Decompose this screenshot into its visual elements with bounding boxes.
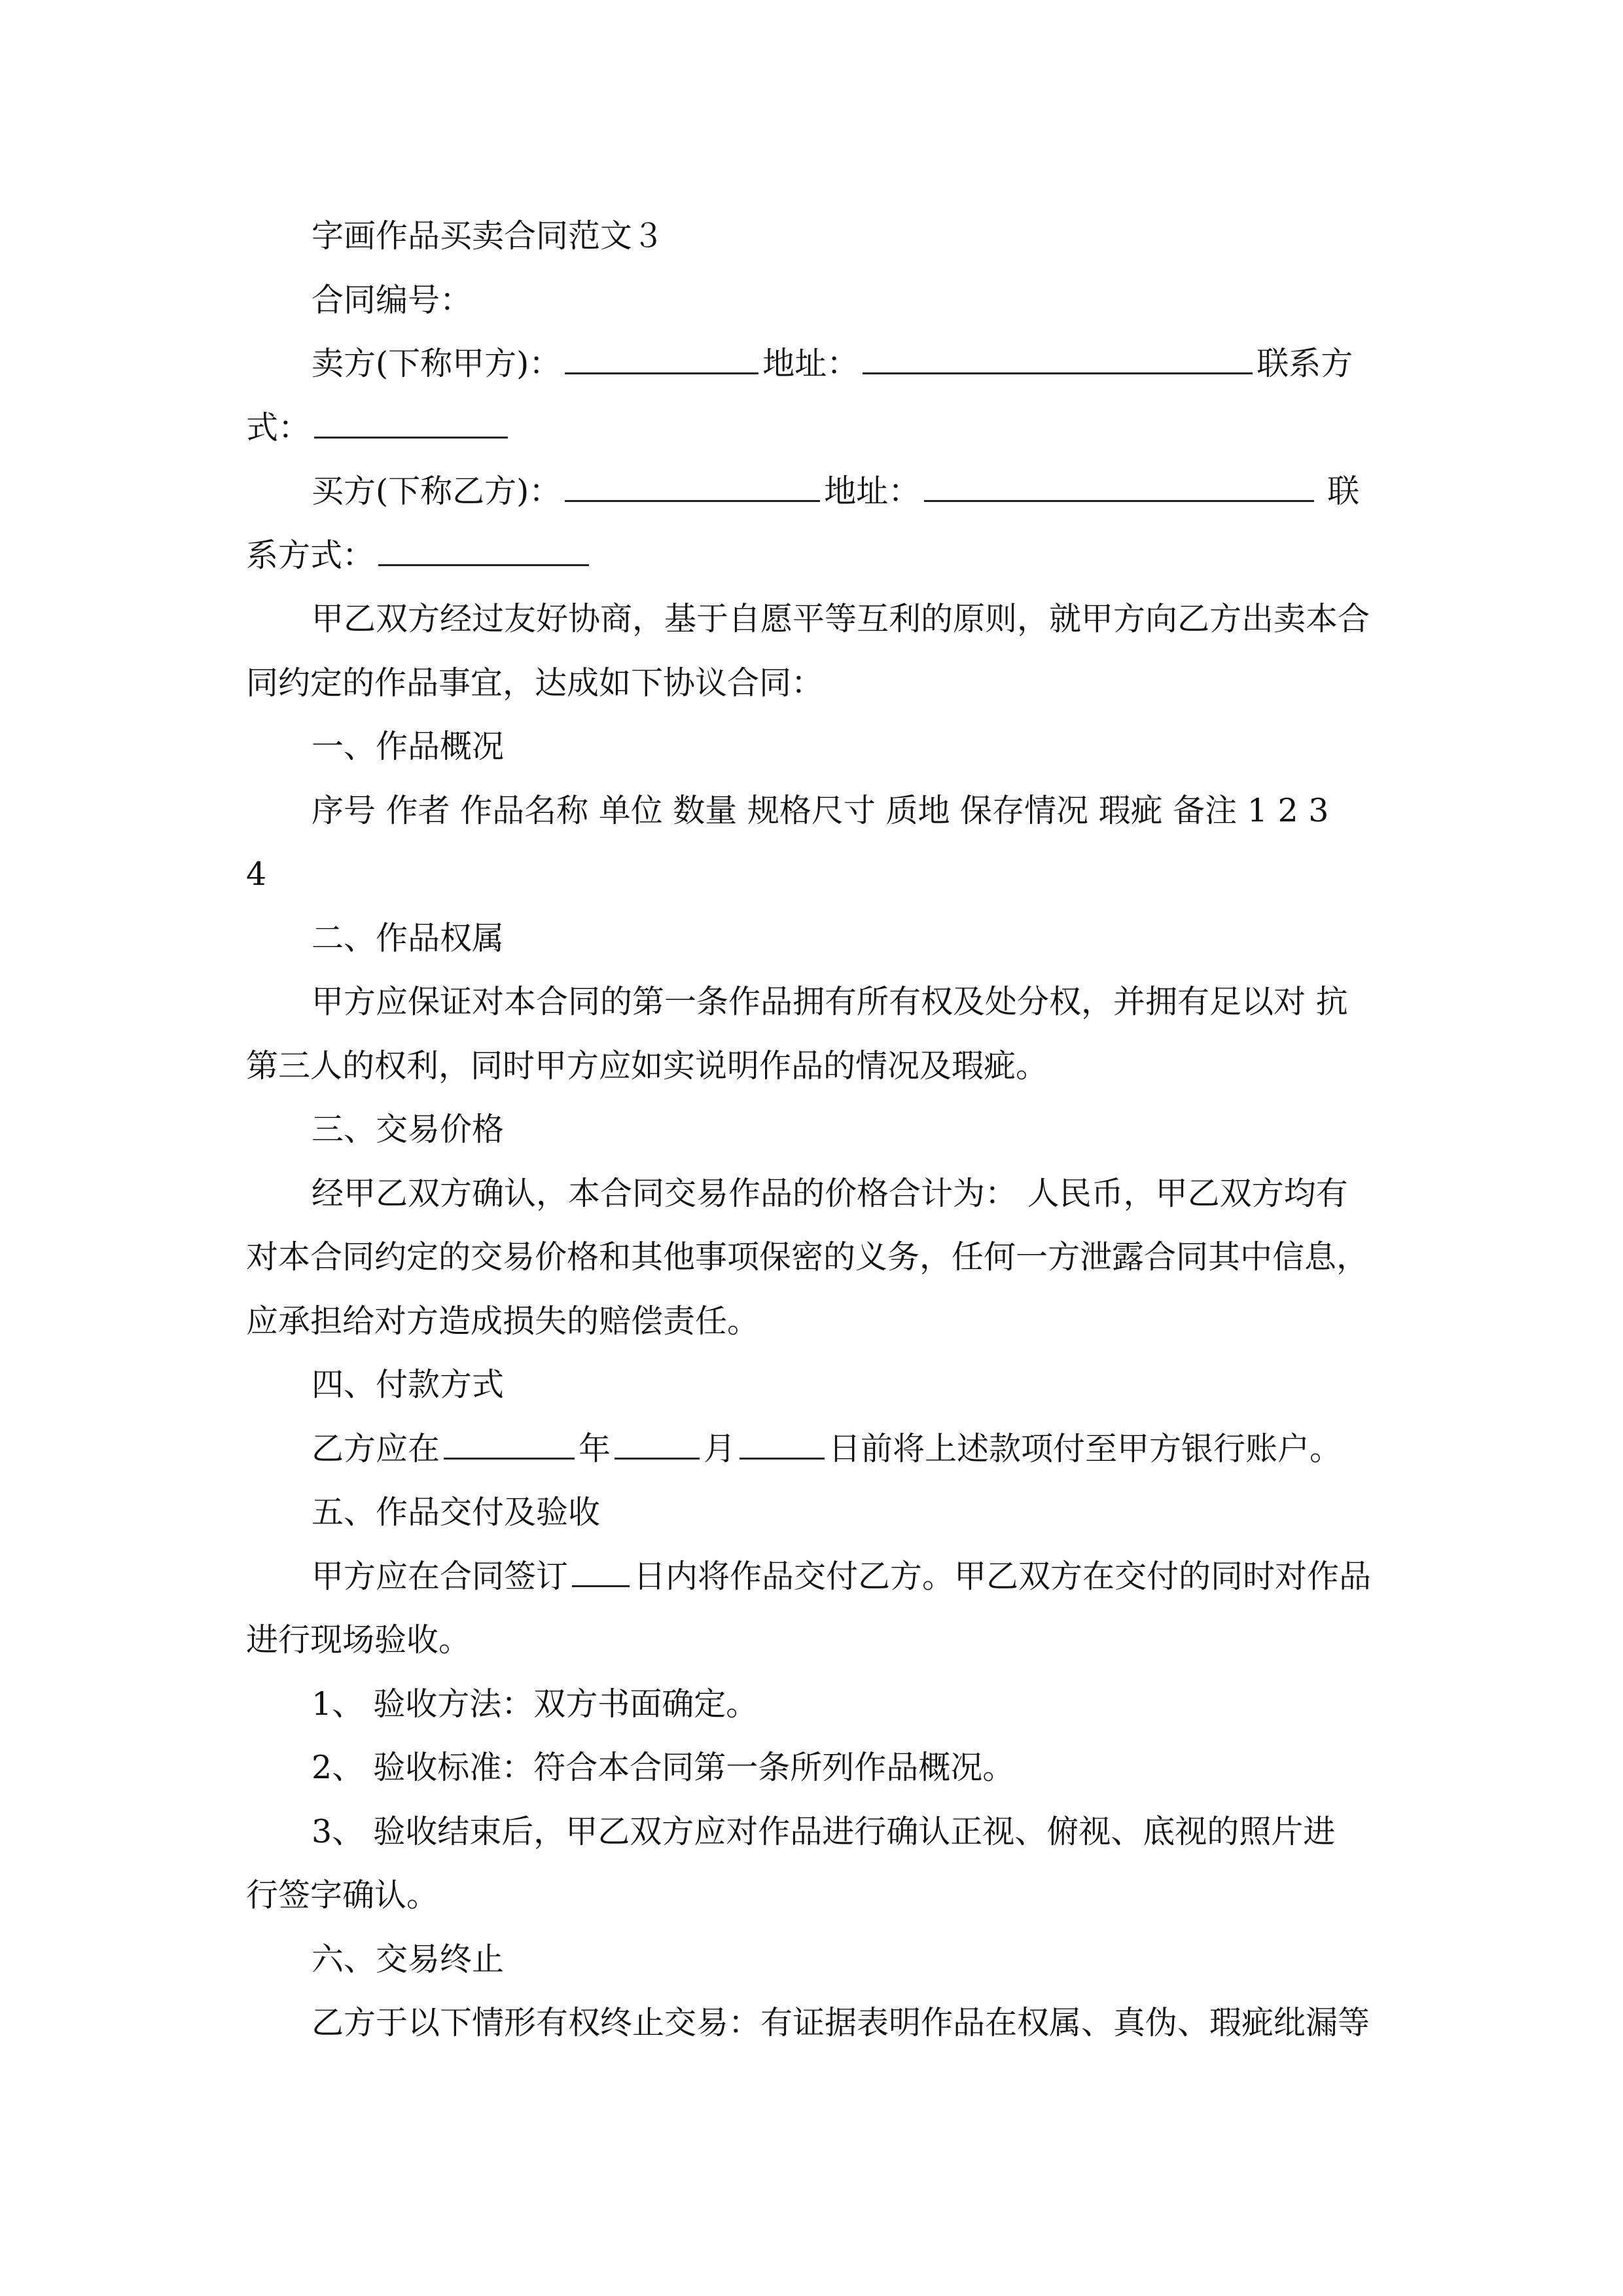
- seller-label: 卖方(下称甲方)：: [312, 345, 562, 382]
- document-title: 字画作品买卖合同范文３: [312, 217, 665, 255]
- buyer-contact-line: [246, 524, 1378, 588]
- section-4-heading: 四、付款方式: [312, 1366, 505, 1403]
- acceptance-item-3: [246, 1800, 1378, 1864]
- delivery-line-1: [246, 1545, 1378, 1609]
- acceptance-item-1: [246, 1672, 1378, 1736]
- delivery-prefix: 甲方应在合同签订: [312, 1557, 569, 1595]
- seller-contact-line: [246, 396, 1378, 460]
- payment-month-field[interactable]: [615, 1431, 700, 1460]
- section-3-line-2: 对本合同约定的交易价格和其他事项保密的义务，任何一方泄露合同其中信息，: [246, 1238, 1369, 1276]
- delivery-line-2: 进行现场验收。: [246, 1621, 471, 1659]
- acceptance-item-num: 2、: [312, 1749, 365, 1786]
- month-label: 月: [704, 1429, 736, 1467]
- buyer-contact-label-cont: 系方式：: [246, 536, 375, 574]
- buyer-address-label: 地址：: [824, 473, 921, 510]
- seller-contact-label: 联系方: [1257, 345, 1353, 382]
- payment-prefix: 乙方应在: [312, 1429, 440, 1467]
- buyer-contact-field[interactable]: [378, 538, 589, 566]
- seller-name-field[interactable]: [565, 346, 758, 374]
- section-6-heading: 六、交易终止: [312, 1940, 505, 1978]
- seller-address-label: 地址：: [762, 345, 859, 382]
- acceptance-item-3-cont: 行签字确认。: [246, 1876, 439, 1914]
- seller-contact-label-cont: 式：: [246, 408, 311, 446]
- payment-year-field[interactable]: [444, 1431, 575, 1460]
- delivery-suffix: 日内将作品交付乙方。甲乙双方在交付的同时对作品: [633, 1557, 1372, 1595]
- section-3-line-1: 经甲乙双方确认，本合同交易作品的价格合计为： 人民币，甲乙双方均有: [312, 1174, 1348, 1212]
- section-6-line-1: 乙方于以下情形有权终止交易：有证据表明作品在权属、真伪、瑕疵纰漏等: [312, 2004, 1370, 2041]
- acceptance-item-text: 验收方法：双方书面确定。: [373, 1685, 758, 1723]
- acceptance-item-num: 1、: [312, 1685, 365, 1723]
- buyer-contact-label: 联: [1327, 473, 1360, 510]
- intro-paragraph-line-2: 同约定的作品事宜，达成如下协议合同：: [246, 664, 824, 702]
- acceptance-item-2: [246, 1736, 1378, 1800]
- section-2-line-2: 第三人的权利，同时甲方应如实说明作品的情况及瑕疵。: [246, 1047, 1048, 1085]
- acceptance-item-text: 验收标准：符合本合同第一条所列作品概况。: [373, 1749, 1015, 1786]
- seller-address-field[interactable]: [863, 346, 1253, 374]
- payment-day-field[interactable]: [740, 1431, 825, 1460]
- section-5-heading: 五、作品交付及验收: [312, 1494, 601, 1531]
- year-label: 年: [579, 1429, 611, 1467]
- intro-paragraph-line-1: 甲乙双方经过友好协商，基于自愿平等互利的原则，就甲方向乙方出卖本合: [312, 600, 1370, 637]
- buyer-label: 买方(下称乙方)：: [312, 473, 562, 510]
- payment-suffix: 日前将上述款项付至甲方银行账户。: [829, 1429, 1342, 1467]
- buyer-name-field[interactable]: [565, 474, 820, 502]
- acceptance-item-text: 验收结束后，甲乙双方应对作品进行确认正视、俯视、底视的照片进: [373, 1812, 1336, 1850]
- works-table-header-cont: 4: [246, 855, 267, 893]
- section-3-heading: 三、交易价格: [312, 1111, 505, 1148]
- seller-contact-field[interactable]: [314, 410, 508, 439]
- section-3-line-3: 应承担给对方造成损失的赔偿责任。: [246, 1302, 760, 1340]
- section-1-heading: 一、作品概况: [312, 728, 505, 765]
- section-2-heading: 二、作品权属: [312, 919, 505, 957]
- acceptance-item-num: 3、: [312, 1812, 365, 1850]
- delivery-days-field[interactable]: [572, 1559, 630, 1587]
- payment-deadline-line: [246, 1417, 1378, 1481]
- section-2-line-1: 甲方应保证对本合同的第一条作品拥有所有权及处分权，并拥有足以对 抗: [312, 983, 1348, 1020]
- document-body: [246, 204, 1378, 2055]
- seller-line: [246, 332, 1378, 396]
- buyer-line: [246, 459, 1378, 524]
- works-table-header: 序号 作者 作品名称 单位 数量 规格尺寸 质地 保存情况 瑕疵 备注 1 2 3: [312, 791, 1329, 829]
- contract-number-label: 合同编号：: [312, 281, 473, 319]
- buyer-address-field[interactable]: [924, 474, 1314, 502]
